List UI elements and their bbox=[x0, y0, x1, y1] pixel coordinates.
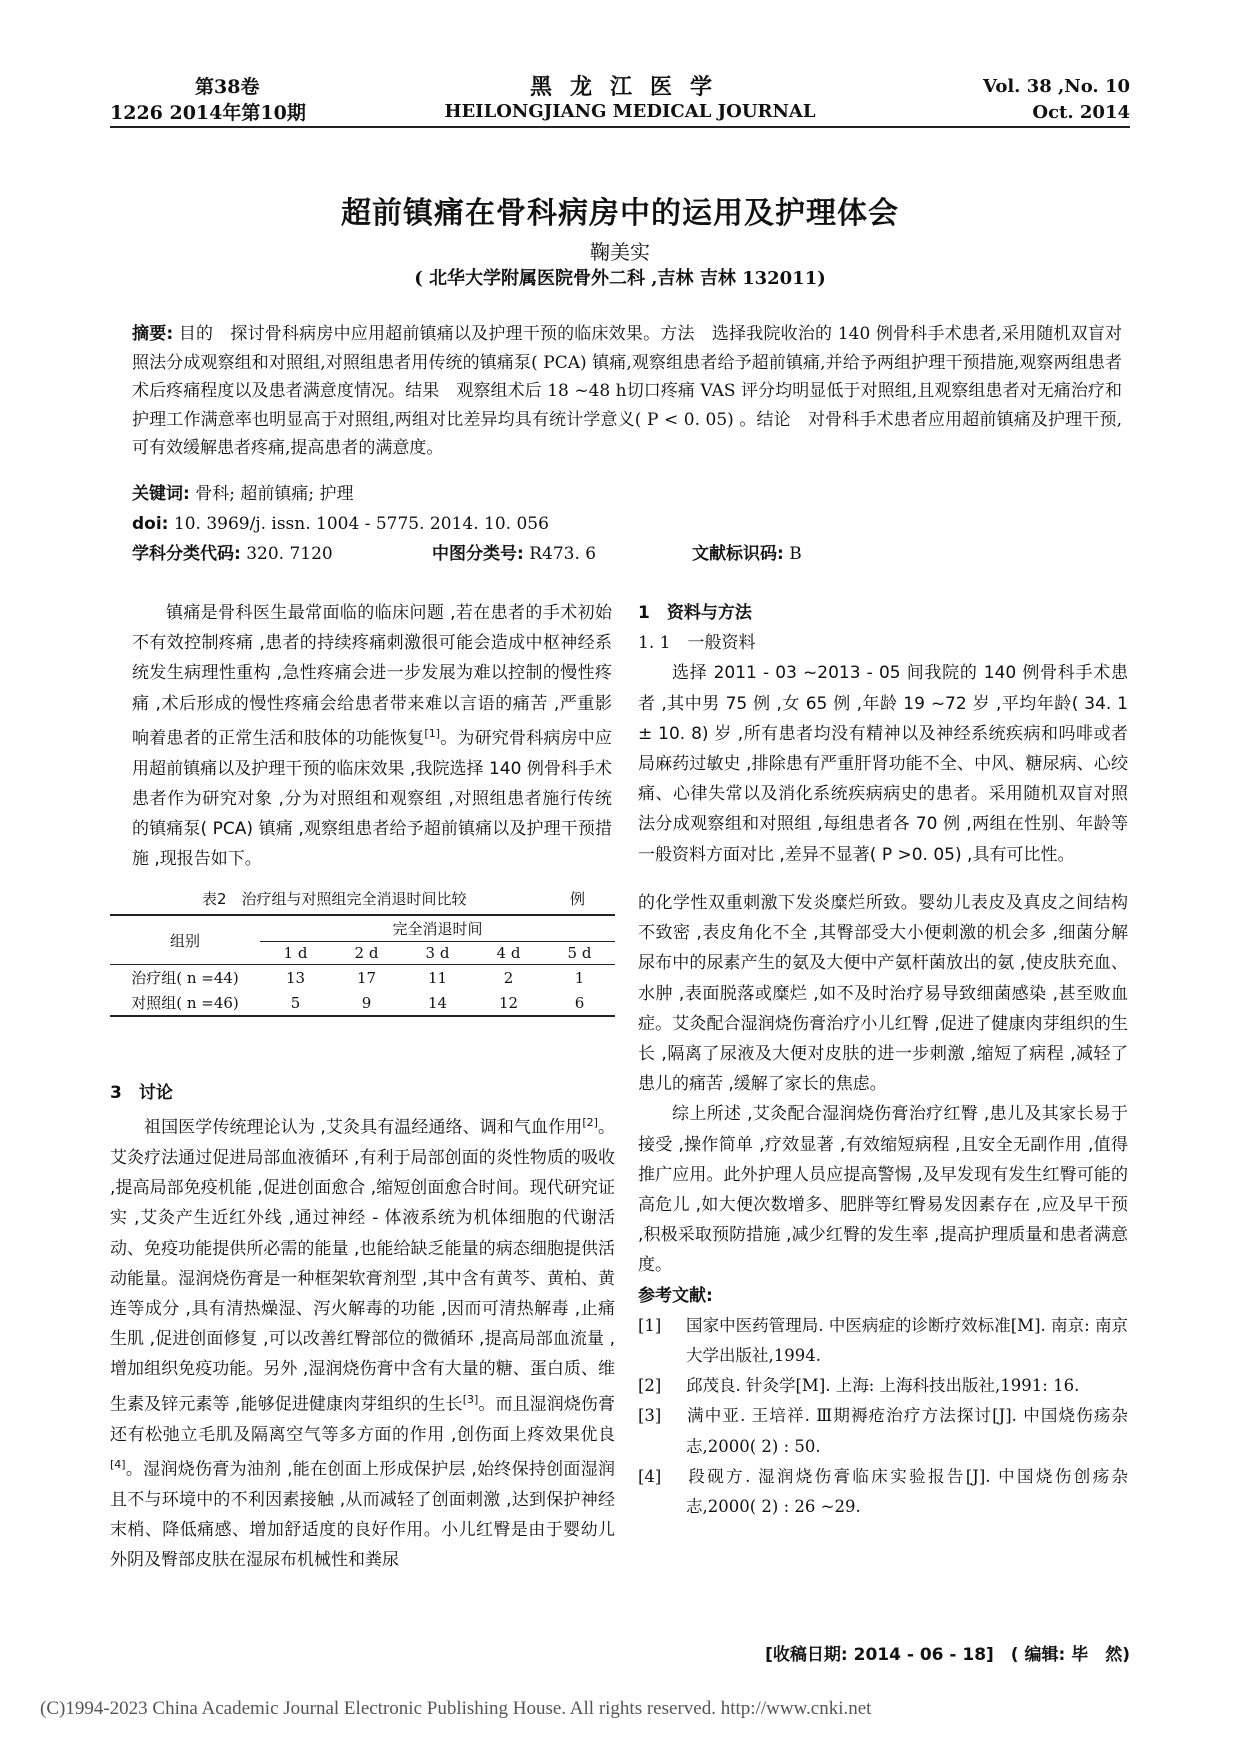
keywords bbox=[132, 480, 1122, 508]
reference-item bbox=[638, 1462, 1128, 1522]
date-en: Oct. 2014 bbox=[1032, 102, 1130, 123]
subject-code-value: 320. 7120 bbox=[246, 544, 333, 564]
reference-number: [3] bbox=[638, 1406, 662, 1426]
reference-number: [1] bbox=[638, 1315, 662, 1335]
row-label: 治疗组( n =44) bbox=[131, 969, 239, 987]
methods-section bbox=[638, 598, 1128, 870]
article-affiliation: ( 北华大学附属医院骨外二科 ,吉林 吉林 132011) bbox=[414, 268, 826, 289]
table-cell: 12 bbox=[473, 990, 544, 1016]
reference-text: 满中亚. 王培祥. Ⅲ期褥疮治疗方法探讨[J]. 中国烧伤疡杂志,2000( 2) : 50. bbox=[686, 1406, 1128, 1456]
doi-label: doi: bbox=[132, 514, 169, 534]
table-cell: 5 bbox=[260, 990, 331, 1016]
running-header-right bbox=[983, 74, 1130, 126]
copyright-footer: (C)1994-2023 China Academic Journal Electronic Publishing House. All rights reserved. http://www.cnki.net bbox=[40, 1698, 872, 1719]
reference-number: [2] bbox=[638, 1376, 662, 1396]
reference-item bbox=[638, 1311, 1128, 1371]
methods-heading: 1 资料与方法 bbox=[638, 603, 752, 623]
resolution-time-header: 完全消退时间 bbox=[260, 915, 615, 942]
header-rule bbox=[110, 126, 1130, 128]
discussion-paragraph-1 bbox=[110, 1108, 615, 1575]
introduction bbox=[132, 598, 612, 874]
col-header: 5 d bbox=[544, 942, 615, 965]
page-issue-cn: 1226 2014年第10期 bbox=[110, 102, 306, 124]
volume-cn: 第38卷 bbox=[195, 76, 260, 98]
abstract-text: 目的 探讨骨科病房中应用超前镇痛以及护理干预的临床效果。方法 选择我院收治的 140 例骨科手术患者,采用随机双盲对照法分成观察组和对照组,对照组患者用传统的镇痛泵( PCA) 镇痛,观察组患者给予超前镇痛,并给予两组护理干预措施,观察两组患者术后疼痛程度以及患者满意度情况。结果 观察组术后 18 ~48 h切口疼痛 VAS 评分均明显低于对照组,且观察组患者对无痛治疗和护理工作满意率也明显高于对照组,两组对比差异均具有统计学意义( P < 0. 05) 。结论 对骨科手术患者应用超前镇痛及护理干预,可有效缓解患者疼痛,提高患者的满意度。 bbox=[132, 324, 1122, 458]
doi-text: 10. 3969/j. issn. 1004 - 5775. 2014. 10. 056 bbox=[173, 514, 549, 534]
table-unit: 例 bbox=[569, 890, 585, 908]
intro-paragraph bbox=[132, 598, 612, 874]
abstract bbox=[132, 320, 1122, 463]
clc-label: 中图分类号: bbox=[432, 544, 524, 564]
table-2 bbox=[110, 888, 615, 1017]
article-title: 超前镇痛在骨科病房中的运用及护理体会 bbox=[341, 196, 899, 231]
table-cell: 2 bbox=[503, 968, 514, 987]
doc-code-label: 文献标识码: bbox=[692, 544, 784, 564]
col-header: 3 d bbox=[402, 942, 473, 965]
general-data-heading: 1. 1 一般资料 bbox=[638, 633, 756, 654]
running-header-left bbox=[110, 74, 306, 126]
reference-item bbox=[638, 1401, 1128, 1461]
classification-codes bbox=[132, 540, 1122, 568]
citation-2: [2] bbox=[582, 1116, 598, 1130]
references-title: 参考文献: bbox=[638, 1285, 713, 1306]
reference-text: 邱茂良. 针灸学[M]. 上海: 上海科技出版社,1991: 16. bbox=[686, 1376, 1080, 1396]
discussion-heading: 3 讨论 bbox=[110, 1083, 173, 1103]
abstract-label: 摘要: bbox=[132, 324, 174, 344]
row-label: 对照组( n =46) bbox=[110, 990, 260, 1016]
discussion-continuation: 的化学性双重刺激下发炎糜烂所致。婴幼儿表皮及真皮之间结构不致密 ,表皮角化不全 ,其臀部受大小便刺激的机会多 ,细菌分解尿布中的尿素产生的氨及大便中产氨杆菌放出的氨 ,使皮肤充血、水肿 ,表面脱落或糜烂 ,如不及时治疗易导致细菌感染 ,甚至败血症。艾灸配合湿润烧伤膏治疗小儿红臀 ,促进了健康肉芽组织的生长 ,隔离了尿液及大便对皮肤的进一步刺激 ,缩短了病程 ,减轻了患儿的痛苦 ,缓解了家长的焦虑。 bbox=[638, 893, 1128, 1095]
volume-en: Vol. 38 ,No. 10 bbox=[983, 76, 1130, 97]
table-cell: 6 bbox=[544, 990, 615, 1016]
reference-text: 国家中医药管理局. 中医病症的诊断疗效标准[M]. 南京: 南京大学出版社,1994. bbox=[686, 1315, 1128, 1366]
col-header: 1 d bbox=[260, 942, 331, 965]
doi bbox=[132, 510, 1122, 538]
reference-item bbox=[638, 1371, 1128, 1401]
table-cell: 11 bbox=[427, 968, 448, 987]
discussion-text: 。艾灸疗法通过促进局部血液循环 ,有利于局部创面的炎性物质的吸收 ,提高局部免疫机能 ,促进创面愈合 ,缩短创面愈合时间。现代研究证实 ,艾灸产生近红外线 ,通过神经 - 体液系统为机体细胞的代谢活动、免疫功能提供所必需的能量 ,也能给缺乏能量的病态细胞提供活动能量。湿润烧伤膏是一种框架软膏剂型 ,其中含有黄芩、黄柏、黄连等成分 ,具有清热燥湿、泻火解毒的功能 ,因而可清热解毒 ,止痛生肌 ,促进创面修复 ,可以改善红臀部位的微循环 ,提高局部血流量 ,增加组织免疫功能。另外 ,湿润烧伤膏中含有大量的糖、蛋白质、维生素及锌元素等 ,能够促进健康肉芽组织的生长 bbox=[110, 1117, 615, 1415]
discussion-section bbox=[110, 1078, 615, 1575]
doc-code-value: B bbox=[789, 544, 802, 564]
table-cell: 9 bbox=[331, 990, 402, 1016]
intro-text-2: 。为研究骨科病房中应用超前镇痛以及护理干预的临床效果 ,我院选择 140 例骨科手术患者作为研究对象 ,分为对照组和观察组 ,对照组患者施行传统的镇痛泵( PCA) 镇痛 ,观察组患者给予超前镇痛以及护理干预措施 ,现报告如下。 bbox=[132, 728, 613, 870]
journal-masthead bbox=[420, 70, 840, 122]
reference-text: 段砚方. 湿润烧伤膏临床实验报告[J]. 中国烧伤创疡杂志,2000( 2) : 26 ~29. bbox=[686, 1466, 1128, 1517]
table-row bbox=[110, 965, 615, 991]
conclusion-paragraph: 综上所述 ,艾灸配合湿润烧伤膏治疗红臀 ,患儿及其家长易于接受 ,操作简单 ,疗效显著 ,有效缩短病程 ,且安全无副作用 ,值得推广应用。此外护理人员应提高警惕 ,及早发现有发生红臀可能的高危儿 ,如大便次数增多、肥胖等红臀易发因素存在 ,应及早干预 ,积极采取预防措施 ,减少红臀的发生率 ,提高护理质量和患者满意度。 bbox=[638, 1104, 1128, 1276]
discussion-text: 。湿润烧伤膏为油剂 ,能在创面上形成保护层 ,始终保持创面湿润且不与环境中的不利因素接触 ,从而减轻了创面刺激 ,达到保护神经末梢、降低痛感、增加舒适度的良好作用。小儿红臀是由于婴幼儿外阴及臀部皮肤在湿尿布机械性和粪尿 bbox=[110, 1459, 615, 1571]
journal-name-cn: 黑龙江医学 bbox=[529, 74, 730, 100]
table-caption: 表2 治疗组与对照组完全消退时间比较 bbox=[202, 890, 467, 908]
table-row bbox=[110, 990, 615, 1016]
received-date: [收稿日期: 2014 - 06 - 18] ( 编辑: 毕 然) bbox=[765, 1645, 1130, 1665]
table-cell: 17 bbox=[356, 968, 377, 987]
intro-text-1: 镇痛是骨科医生最常面临的临床问题 ,若在患者的手术初始不有效控制疼痛 ,患者的持续疼痛刺激很可能会造成中枢神经系统发生病理性重构 ,急性疼痛会进一步发展为难以控制的慢性疼痛 ,术后形成的慢性疼痛会给患者带来难以言语的痛苦 ,严重影响着患者的正常生活和肢体的功能恢复 bbox=[132, 603, 612, 749]
discussion-text: 祖国医学传统理论认为 ,艾灸具有温经通络、调和气血作用 bbox=[144, 1117, 583, 1138]
subject-code-label: 学科分类代码: bbox=[132, 544, 241, 564]
group-column-header: 组别 bbox=[110, 915, 260, 965]
table-cell: 1 bbox=[574, 968, 585, 987]
reference-number: [4] bbox=[638, 1466, 662, 1486]
methods-paragraph: 选择 2011 - 03 ~2013 - 05 间我院的 140 例骨科手术患者 ,其中男 75 例 ,女 65 例 ,年龄 19 ~72 岁 ,平均年龄( 34. 1 ± 10. 8) 岁 ,所有患者均没有精神以及神经系统疾病和吗啡或者局麻药过敏史 ,排除患有严重肝肾功能不全、中风、糖尿病、心绞痛、心律失常以及消化系统疾病病史的患者。采用随机双盲对照法分成观察组和对照组 ,每组患者各 70 例 ,两组在性别、年龄等一般资料方面对比 ,差异不显著( P >0. 05) ,具有可比性。 bbox=[638, 663, 1128, 865]
citation-1: [1] bbox=[424, 726, 440, 740]
discussion-text: 。而且湿润烧伤膏还有松弛立毛肌及隔离空气等多方面的作用 ,创伤面上疼效果优良 bbox=[110, 1394, 616, 1445]
col-header: 4 d bbox=[473, 942, 544, 965]
keywords-text: 骨科; 超前镇痛; 护理 bbox=[195, 484, 354, 504]
table-cell: 14 bbox=[402, 990, 473, 1016]
citation-4: [4] bbox=[110, 1457, 126, 1471]
clc-value: R473. 6 bbox=[529, 544, 597, 564]
col-header: 2 d bbox=[331, 942, 402, 965]
citation-3: [3] bbox=[462, 1392, 479, 1406]
keywords-label: 关键词: bbox=[132, 484, 190, 504]
article-author: 鞠美实 bbox=[590, 240, 650, 264]
table-cell: 13 bbox=[285, 968, 306, 987]
table-2-grid bbox=[110, 914, 615, 1017]
table-caption-row bbox=[110, 888, 615, 914]
journal-name-en: HEILONGJIANG MEDICAL JOURNAL bbox=[444, 101, 816, 122]
discussion-continued bbox=[638, 888, 1128, 1522]
